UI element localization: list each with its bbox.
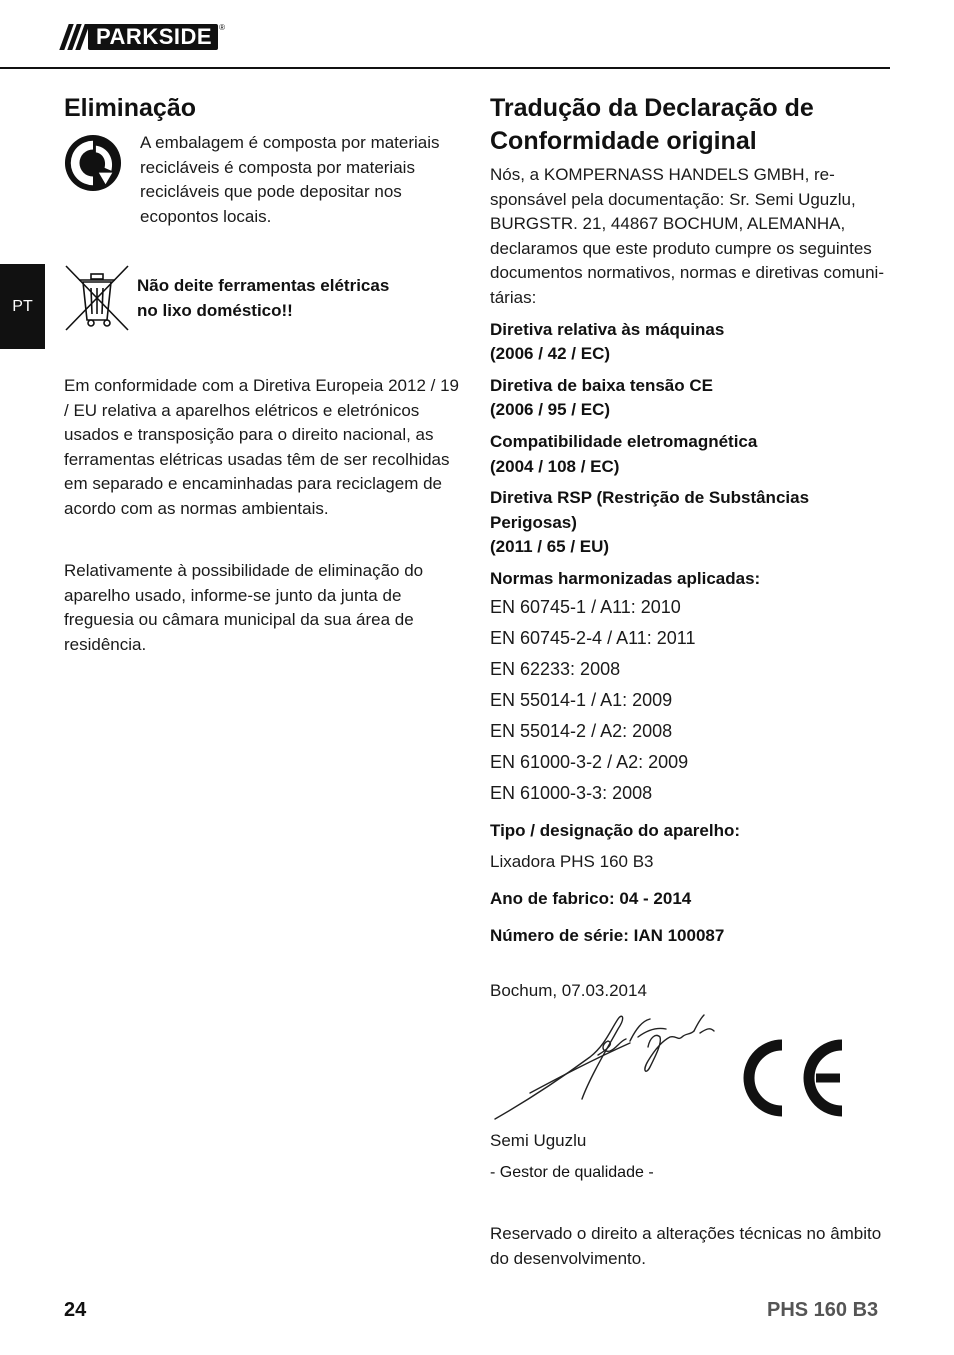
standard-item: EN 62233: 2008: [490, 658, 621, 679]
signature-block: [490, 1007, 890, 1129]
reserved-rights-note: Reservado o direito a alterações técnicas no âmbito do desenvolvimento.: [490, 1224, 882, 1268]
directive-code: (2004 / 108 / EC): [490, 456, 620, 476]
directive-item: [490, 430, 890, 479]
declaration-body: [490, 163, 890, 1271]
standard-item: EN 60745-1 / A11: 2010: [490, 596, 681, 617]
type-heading: Tipo / designação do aparelho:: [490, 820, 741, 840]
directive-item: [490, 486, 890, 560]
household-waste-warning: [137, 274, 447, 323]
directive-item: [490, 374, 890, 423]
standard-item: EN 60745-2-4 / A11: 2011: [490, 627, 696, 648]
directive-code: (2006 / 42 / EC): [490, 344, 611, 364]
manufacture-year: Ano de fabrico: 04 - 2014: [490, 888, 692, 908]
packaging-text: A embalagem é composta por materiais recicláveis é composta por materiais recicláveis que pode depositar nos ecopontos locais.: [140, 133, 440, 226]
logo-wordmark: PARKSIDE: [88, 24, 218, 50]
ce-mark-icon: [736, 1037, 848, 1119]
standards-heading: Normas harmonizadas aplicadas:: [490, 568, 761, 588]
green-dot-recycling-icon: [64, 134, 122, 192]
directive-item: [490, 318, 890, 367]
logo-slashes: [64, 24, 85, 50]
declaration-title: Tradução da Declaração de Conformidade original: [490, 94, 814, 155]
registered-mark: ®: [219, 23, 225, 32]
page-number: 24: [64, 1299, 87, 1321]
crossed-out-bin-icon: [64, 264, 130, 332]
directive-code: (2006 / 95 / EC): [490, 400, 611, 420]
warning-line-2: no lixo doméstico!!: [137, 300, 293, 320]
language-tab: [0, 264, 45, 349]
disposal-title: Eliminação: [64, 94, 196, 122]
directive-name: Diretiva de baixa tensão CE: [490, 375, 713, 395]
weee-directive-paragraph: Em conformidade com a Diretiva Europeia 2012 / 19 / EU relativa a aparelhos elétricos e eletrónicos usados e transposição para o direito nacional, as ferramentas elétricas usadas têm de ser recolhidas em separado e encaminhadas para reciclagem de acordo com as normas ambientais.: [64, 376, 459, 518]
parkside-logo: [64, 22, 225, 52]
standard-item: EN 61000-3-2 / A2: 2009: [490, 751, 689, 772]
serial-number: Número de série: IAN 100087: [490, 926, 725, 946]
disposal-info-paragraph: Relativamente à possibilidade de eliminação do aparelho usado, informe-se junto da junta de freguesia ou câmara municipal da sua área de residência.: [64, 561, 424, 654]
model-name: PHS 160 B3: [767, 1299, 879, 1321]
directive-name: Diretiva RSP (Restrição de Substâncias Perigosas): [490, 488, 810, 532]
place-date: Bochum, 07.03.2014: [490, 980, 647, 1000]
language-tab-label: PT: [12, 297, 33, 315]
directive-code: (2011 / 65 / EU): [490, 537, 610, 557]
standard-item: EN 61000-3-3: 2008: [490, 782, 653, 803]
signatory-role: - Gestor de qualidade -: [490, 1164, 654, 1182]
type-value: Lixadora PHS 160 B3: [490, 852, 654, 872]
directive-name: Compatibilidade eletromagnética: [490, 431, 758, 451]
warning-line-1: Não deite ferramentas elétricas: [137, 276, 390, 295]
standard-item: EN 55014-1 / A1: 2009: [490, 689, 673, 710]
handwritten-signature: [490, 1007, 730, 1127]
directive-name: Diretiva relativa às máquinas: [490, 319, 725, 339]
header-divider: [0, 67, 890, 69]
standard-item: EN 55014-2 / A2: 2008: [490, 720, 673, 741]
signatory-name: Semi Uguzlu: [490, 1131, 587, 1151]
declaration-intro: Nós, a KOMPERNASS HANDELS GMBH, re-sponsável pela documentação: Sr. Semi Uguzlu, BURGSTR. 21, 44867 BOCHUM, ALEMANHA, declaramos que este produto cumpre os seguintes documentos normativos, normas e diretivas comuni-tárias:: [490, 165, 884, 307]
